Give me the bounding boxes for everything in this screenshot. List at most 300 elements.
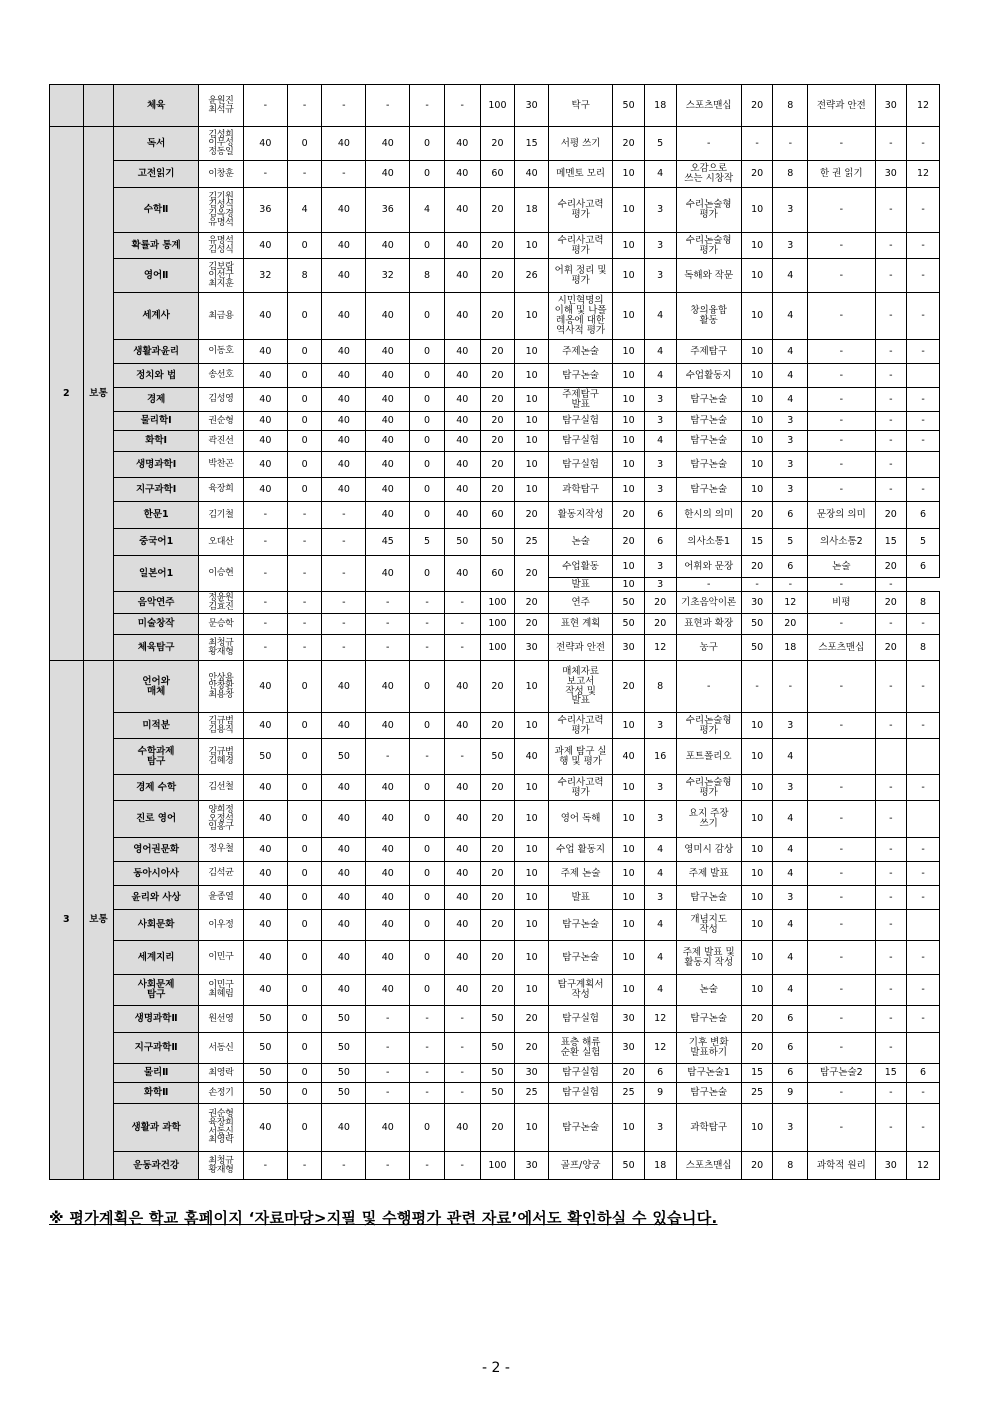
- value-cell: 50: [480, 529, 515, 556]
- value-cell: -: [243, 614, 287, 635]
- value-cell: 50: [322, 1033, 366, 1064]
- value-cell: 10: [741, 910, 773, 941]
- teacher-cell: 김규범 김용직: [198, 713, 243, 739]
- value-cell: 0: [287, 452, 322, 478]
- value-cell: -: [366, 1064, 410, 1083]
- value-cell: 20: [741, 502, 773, 529]
- value-cell: 10: [741, 340, 773, 364]
- value-cell: 40: [366, 862, 410, 886]
- value-cell: 20: [480, 478, 515, 502]
- value-cell: -: [907, 1083, 940, 1104]
- value-cell: 50: [480, 1033, 515, 1064]
- value-cell: -: [410, 592, 445, 614]
- value-cell: -: [444, 592, 480, 614]
- value-cell: 표현 계획: [548, 614, 612, 635]
- value-cell: 50: [322, 1006, 366, 1033]
- value-cell: 4: [644, 340, 676, 364]
- value-cell: 탐구논술2: [808, 1064, 875, 1083]
- value-cell: [808, 739, 875, 775]
- grade-cell: 2: [50, 127, 84, 661]
- value-cell: 4: [644, 838, 676, 862]
- value-cell: -: [322, 1152, 366, 1180]
- value-cell: 0: [287, 431, 322, 452]
- value-cell: 10: [741, 941, 773, 975]
- value-cell: 15: [875, 529, 907, 556]
- value-cell: 6: [644, 529, 676, 556]
- table-row: [50, 233, 940, 259]
- value-cell: 40: [444, 502, 480, 529]
- value-cell: 10: [741, 775, 773, 801]
- value-cell: 20: [480, 388, 515, 412]
- value-cell: 40: [322, 886, 366, 910]
- value-cell: 4: [773, 975, 808, 1006]
- value-cell: 40: [444, 412, 480, 431]
- value-cell: 0: [287, 975, 322, 1006]
- value-cell: 40: [444, 388, 480, 412]
- value-cell: -: [875, 293, 907, 340]
- value-cell: -: [410, 1152, 445, 1180]
- value-cell: -: [875, 801, 907, 838]
- value-cell: -: [907, 478, 940, 502]
- value-cell: 40: [322, 259, 366, 293]
- value-cell: 18: [644, 85, 676, 127]
- subject-cell: 세계지리: [114, 941, 199, 975]
- value-cell: 10: [613, 578, 645, 592]
- value-cell: 논술: [548, 529, 612, 556]
- value-cell: -: [875, 188, 907, 233]
- value-cell: 40: [366, 975, 410, 1006]
- page-number: - 2 -: [482, 1360, 510, 1376]
- value-cell: 0: [410, 293, 445, 340]
- value-cell: 영어 독해: [548, 801, 612, 838]
- value-cell: -: [322, 614, 366, 635]
- value-cell: 10: [741, 388, 773, 412]
- value-cell: -: [808, 478, 875, 502]
- value-cell: 8: [410, 259, 445, 293]
- value-cell: 10: [741, 364, 773, 388]
- grade-cell: 3: [50, 661, 84, 1180]
- value-cell: 창의융합 활동: [676, 293, 741, 340]
- value-cell: 비평: [808, 592, 875, 614]
- value-cell: 20: [741, 556, 773, 578]
- value-cell: 0: [410, 431, 445, 452]
- value-cell: 25: [741, 1083, 773, 1104]
- value-cell: -: [875, 259, 907, 293]
- subject-cell: 진로 영어: [114, 801, 199, 838]
- value-cell: 40: [243, 364, 287, 388]
- value-cell: 0: [410, 713, 445, 739]
- value-cell: 전략과 안전: [808, 85, 875, 127]
- value-cell: 20: [480, 713, 515, 739]
- value-cell: 40: [322, 452, 366, 478]
- value-cell: [907, 801, 940, 838]
- value-cell: -: [366, 739, 410, 775]
- value-cell: 요지 주장 쓰기: [676, 801, 741, 838]
- value-cell: 40: [322, 233, 366, 259]
- value-cell: 3: [773, 431, 808, 452]
- value-cell: 50: [322, 739, 366, 775]
- value-cell: 50: [322, 1083, 366, 1104]
- value-cell: 40: [243, 452, 287, 478]
- value-cell: -: [808, 259, 875, 293]
- value-cell: 0: [410, 452, 445, 478]
- subject-cell: 물리Ⅱ: [114, 1064, 199, 1083]
- value-cell: -: [243, 635, 287, 661]
- value-cell: -: [875, 775, 907, 801]
- value-cell: 10: [515, 233, 549, 259]
- teacher-cell: 최청규 황재형: [198, 635, 243, 661]
- value-cell: -: [243, 1152, 287, 1180]
- table-row: [50, 1033, 940, 1064]
- value-cell: -: [808, 614, 875, 635]
- value-cell: 10: [741, 259, 773, 293]
- subject-cell: 물리학Ⅰ: [114, 412, 199, 431]
- value-cell: 40: [243, 340, 287, 364]
- evaluation-plan-note: ※ 평가계획은 학교 홈페이지 ‘자료마당>지필 및 수행평가 관련 자료’에서도 확인하실 수 있습니다.: [49, 1209, 718, 1227]
- value-cell: 40: [322, 1104, 366, 1152]
- value-cell: 4: [773, 801, 808, 838]
- value-cell: 40: [243, 293, 287, 340]
- value-cell: -: [808, 1104, 875, 1152]
- value-cell: -: [322, 161, 366, 188]
- value-cell: 40: [366, 233, 410, 259]
- teacher-cell: 유명석 김성식: [198, 233, 243, 259]
- value-cell: 3: [644, 452, 676, 478]
- value-cell: 0: [287, 340, 322, 364]
- value-cell: 5: [773, 529, 808, 556]
- value-cell: 과학탐구: [676, 1104, 741, 1152]
- value-cell: 10: [741, 1104, 773, 1152]
- value-cell: 30: [875, 85, 907, 127]
- table-row: [50, 661, 940, 713]
- value-cell: 한시의 의미: [676, 502, 741, 529]
- value-cell: 주제 논술: [548, 862, 612, 886]
- value-cell: 20: [644, 614, 676, 635]
- teacher-cell: 김기철: [198, 502, 243, 529]
- value-cell: -: [875, 431, 907, 452]
- value-cell: 탐구논술1: [676, 1064, 741, 1083]
- value-cell: 0: [287, 661, 322, 713]
- value-cell: 15: [741, 529, 773, 556]
- teacher-cell: 박찬곤: [198, 452, 243, 478]
- value-cell: 40: [444, 188, 480, 233]
- value-cell: -: [808, 578, 875, 592]
- value-cell: -: [808, 233, 875, 259]
- value-cell: -: [808, 452, 875, 478]
- table-row: [50, 1083, 940, 1104]
- teacher-cell: 이민구 최혜림: [198, 975, 243, 1006]
- value-cell: 10: [515, 838, 549, 862]
- subject-cell: 운동과건강: [114, 1152, 199, 1180]
- value-cell: -: [875, 478, 907, 502]
- value-cell: 30: [613, 1033, 645, 1064]
- subject-cell: 일본어1: [114, 556, 199, 592]
- subject-cell: 사회문화: [114, 910, 199, 941]
- value-cell: 수리사고력 평가: [548, 775, 612, 801]
- value-cell: 6: [773, 502, 808, 529]
- value-cell: -: [287, 161, 322, 188]
- value-cell: 40: [444, 478, 480, 502]
- table-row: [50, 801, 940, 838]
- value-cell: [907, 910, 940, 941]
- value-cell: 10: [613, 259, 645, 293]
- value-cell: -: [808, 388, 875, 412]
- table-row: [50, 431, 940, 452]
- value-cell: -: [808, 340, 875, 364]
- value-cell: 20: [515, 592, 549, 614]
- value-cell: 10: [515, 713, 549, 739]
- value-cell: 50: [741, 614, 773, 635]
- value-cell: 5: [907, 529, 940, 556]
- value-cell: 탐구논술: [676, 1083, 741, 1104]
- value-cell: 3: [644, 1104, 676, 1152]
- value-cell: -: [322, 85, 366, 127]
- value-cell: 40: [366, 340, 410, 364]
- teacher-cell: 윤원진 최석규: [198, 85, 243, 127]
- value-cell: -: [808, 941, 875, 975]
- subject-cell: 체육탐구: [114, 635, 199, 661]
- value-cell: -: [410, 635, 445, 661]
- value-cell: 8: [287, 259, 322, 293]
- value-cell: 8: [773, 85, 808, 127]
- value-cell: 0: [287, 412, 322, 431]
- table-row: [50, 556, 940, 578]
- value-cell: -: [243, 85, 287, 127]
- value-cell: 농구: [676, 635, 741, 661]
- table-row: [50, 1152, 940, 1180]
- value-cell: [907, 364, 940, 388]
- value-cell: 주제 발표 및 활동지 작성: [676, 941, 741, 975]
- teacher-cell: 정윤원 김효진: [198, 592, 243, 614]
- value-cell: 20: [480, 431, 515, 452]
- value-cell: 40: [366, 838, 410, 862]
- value-cell: -: [808, 1083, 875, 1104]
- value-cell: 10: [613, 775, 645, 801]
- table-row: [50, 529, 940, 556]
- value-cell: 40: [366, 775, 410, 801]
- value-cell: -: [808, 910, 875, 941]
- value-cell: 40: [243, 431, 287, 452]
- value-cell: -: [875, 364, 907, 388]
- value-cell: -: [875, 340, 907, 364]
- value-cell: 6: [773, 1006, 808, 1033]
- table-row: [50, 975, 940, 1006]
- value-cell: 10: [515, 862, 549, 886]
- subject-cell: 음악연주: [114, 592, 199, 614]
- value-cell: 100: [480, 592, 515, 614]
- value-cell: 탐구논술: [676, 388, 741, 412]
- value-cell: 40: [243, 661, 287, 713]
- value-cell: 10: [515, 910, 549, 941]
- subject-cell: 경제: [114, 388, 199, 412]
- teacher-cell: 안상용 안창환 최용창: [198, 661, 243, 713]
- value-cell: -: [287, 529, 322, 556]
- value-cell: 탐구실험: [548, 452, 612, 478]
- value-cell: 탐구실험: [548, 1064, 612, 1083]
- value-cell: 과학적 원리: [808, 1152, 875, 1180]
- value-cell: 10: [613, 388, 645, 412]
- value-cell: 40: [243, 127, 287, 161]
- value-cell: 20: [480, 661, 515, 713]
- value-cell: 20: [480, 975, 515, 1006]
- value-cell: 0: [410, 886, 445, 910]
- table-row: [50, 502, 940, 529]
- value-cell: 40: [444, 975, 480, 1006]
- value-cell: 12: [907, 85, 940, 127]
- value-cell: 3: [644, 233, 676, 259]
- value-cell: 100: [480, 85, 515, 127]
- value-cell: -: [773, 127, 808, 161]
- value-cell: 20: [741, 85, 773, 127]
- value-cell: 스포츠맨십: [808, 635, 875, 661]
- value-cell: 40: [444, 910, 480, 941]
- value-cell: -: [808, 838, 875, 862]
- value-cell: [907, 452, 940, 478]
- value-cell: 10: [741, 838, 773, 862]
- teacher-cell: 육장희: [198, 478, 243, 502]
- teacher-cell: 이승현: [198, 556, 243, 592]
- value-cell: 40: [243, 838, 287, 862]
- value-cell: 10: [515, 388, 549, 412]
- subject-cell: 사회문제 탐구: [114, 975, 199, 1006]
- value-cell: 40: [243, 713, 287, 739]
- value-cell: 40: [322, 431, 366, 452]
- value-cell: 100: [480, 614, 515, 635]
- value-cell: 20: [480, 364, 515, 388]
- value-cell: 탐구실험: [548, 1083, 612, 1104]
- value-cell: 10: [515, 293, 549, 340]
- value-cell: 25: [515, 1083, 549, 1104]
- value-cell: 10: [741, 412, 773, 431]
- value-cell: -: [875, 127, 907, 161]
- value-cell: -: [875, 233, 907, 259]
- value-cell: 0: [287, 1033, 322, 1064]
- value-cell: 40: [322, 388, 366, 412]
- value-cell: 10: [613, 364, 645, 388]
- teacher-cell: 최영락: [198, 1064, 243, 1083]
- value-cell: 40: [444, 801, 480, 838]
- value-cell: 40: [444, 862, 480, 886]
- value-cell: -: [907, 188, 940, 233]
- value-cell: 12: [644, 1033, 676, 1064]
- value-cell: 20: [515, 614, 549, 635]
- value-cell: 20: [480, 127, 515, 161]
- subject-cell: 중국어1: [114, 529, 199, 556]
- value-cell: 수리논술형 평가: [676, 713, 741, 739]
- subject-cell: 생명과학Ⅰ: [114, 452, 199, 478]
- value-cell: 40: [444, 661, 480, 713]
- value-cell: 15: [515, 127, 549, 161]
- value-cell: 3: [644, 578, 676, 592]
- value-cell: 12: [644, 1006, 676, 1033]
- value-cell: 탐구논술: [548, 941, 612, 975]
- value-cell: 3: [644, 188, 676, 233]
- table-row: [50, 1104, 940, 1152]
- value-cell: -: [322, 556, 366, 592]
- value-cell: 10: [613, 975, 645, 1006]
- value-cell: -: [444, 85, 480, 127]
- value-cell: 10: [515, 886, 549, 910]
- value-cell: 10: [613, 838, 645, 862]
- value-cell: -: [366, 1083, 410, 1104]
- value-cell: 40: [243, 775, 287, 801]
- value-cell: -: [444, 635, 480, 661]
- value-cell: 10: [741, 478, 773, 502]
- value-cell: 20: [480, 838, 515, 862]
- value-cell: 수리논술형 평가: [676, 188, 741, 233]
- value-cell: 3: [773, 233, 808, 259]
- value-cell: 6: [644, 502, 676, 529]
- value-cell: -: [243, 592, 287, 614]
- value-cell: -: [808, 293, 875, 340]
- value-cell: 4: [644, 941, 676, 975]
- value-cell: 10: [515, 452, 549, 478]
- value-cell: 0: [287, 886, 322, 910]
- value-cell: 탐구논술: [676, 452, 741, 478]
- value-cell: 0: [410, 975, 445, 1006]
- value-cell: 20: [875, 635, 907, 661]
- value-cell: 30: [515, 1064, 549, 1083]
- teacher-cell: 김기원 김성식 김옥경 유명석: [198, 188, 243, 233]
- value-cell: 40: [444, 941, 480, 975]
- value-cell: 40: [515, 739, 549, 775]
- value-cell: 0: [410, 412, 445, 431]
- value-cell: 6: [644, 1064, 676, 1083]
- value-cell: 논술: [808, 556, 875, 578]
- value-cell: -: [808, 801, 875, 838]
- value-cell: 50: [480, 739, 515, 775]
- value-cell: 10: [515, 340, 549, 364]
- value-cell: -: [366, 592, 410, 614]
- value-cell: 40: [243, 478, 287, 502]
- value-cell: 40: [322, 838, 366, 862]
- value-cell: 36: [243, 188, 287, 233]
- value-cell: 9: [773, 1083, 808, 1104]
- value-cell: 4: [773, 910, 808, 941]
- value-cell: 50: [613, 614, 645, 635]
- subject-cell: 확률과 통계: [114, 233, 199, 259]
- value-cell: 40: [515, 161, 549, 188]
- value-cell: 4: [773, 364, 808, 388]
- value-cell: 32: [243, 259, 287, 293]
- value-cell: -: [741, 578, 773, 592]
- value-cell: 4: [644, 975, 676, 1006]
- value-cell: 40: [444, 775, 480, 801]
- value-cell: 4: [773, 340, 808, 364]
- value-cell: 0: [287, 910, 322, 941]
- value-cell: 12: [644, 635, 676, 661]
- table-row: [50, 340, 940, 364]
- value-cell: -: [410, 614, 445, 635]
- value-cell: 주제 발표: [676, 862, 741, 886]
- value-cell: 5: [644, 127, 676, 161]
- value-cell: 20: [480, 259, 515, 293]
- value-cell: 0: [287, 1104, 322, 1152]
- value-cell: -: [907, 713, 940, 739]
- value-cell: 40: [444, 127, 480, 161]
- value-cell: 40: [444, 886, 480, 910]
- value-cell: 0: [287, 801, 322, 838]
- value-cell: 50: [243, 1083, 287, 1104]
- value-cell: -: [875, 661, 907, 713]
- value-cell: 20: [515, 1006, 549, 1033]
- value-cell: 40: [322, 775, 366, 801]
- value-cell: 10: [613, 1104, 645, 1152]
- value-cell: 3: [644, 886, 676, 910]
- value-cell: 10: [613, 862, 645, 886]
- table-row: [50, 1064, 940, 1083]
- value-cell: -: [808, 713, 875, 739]
